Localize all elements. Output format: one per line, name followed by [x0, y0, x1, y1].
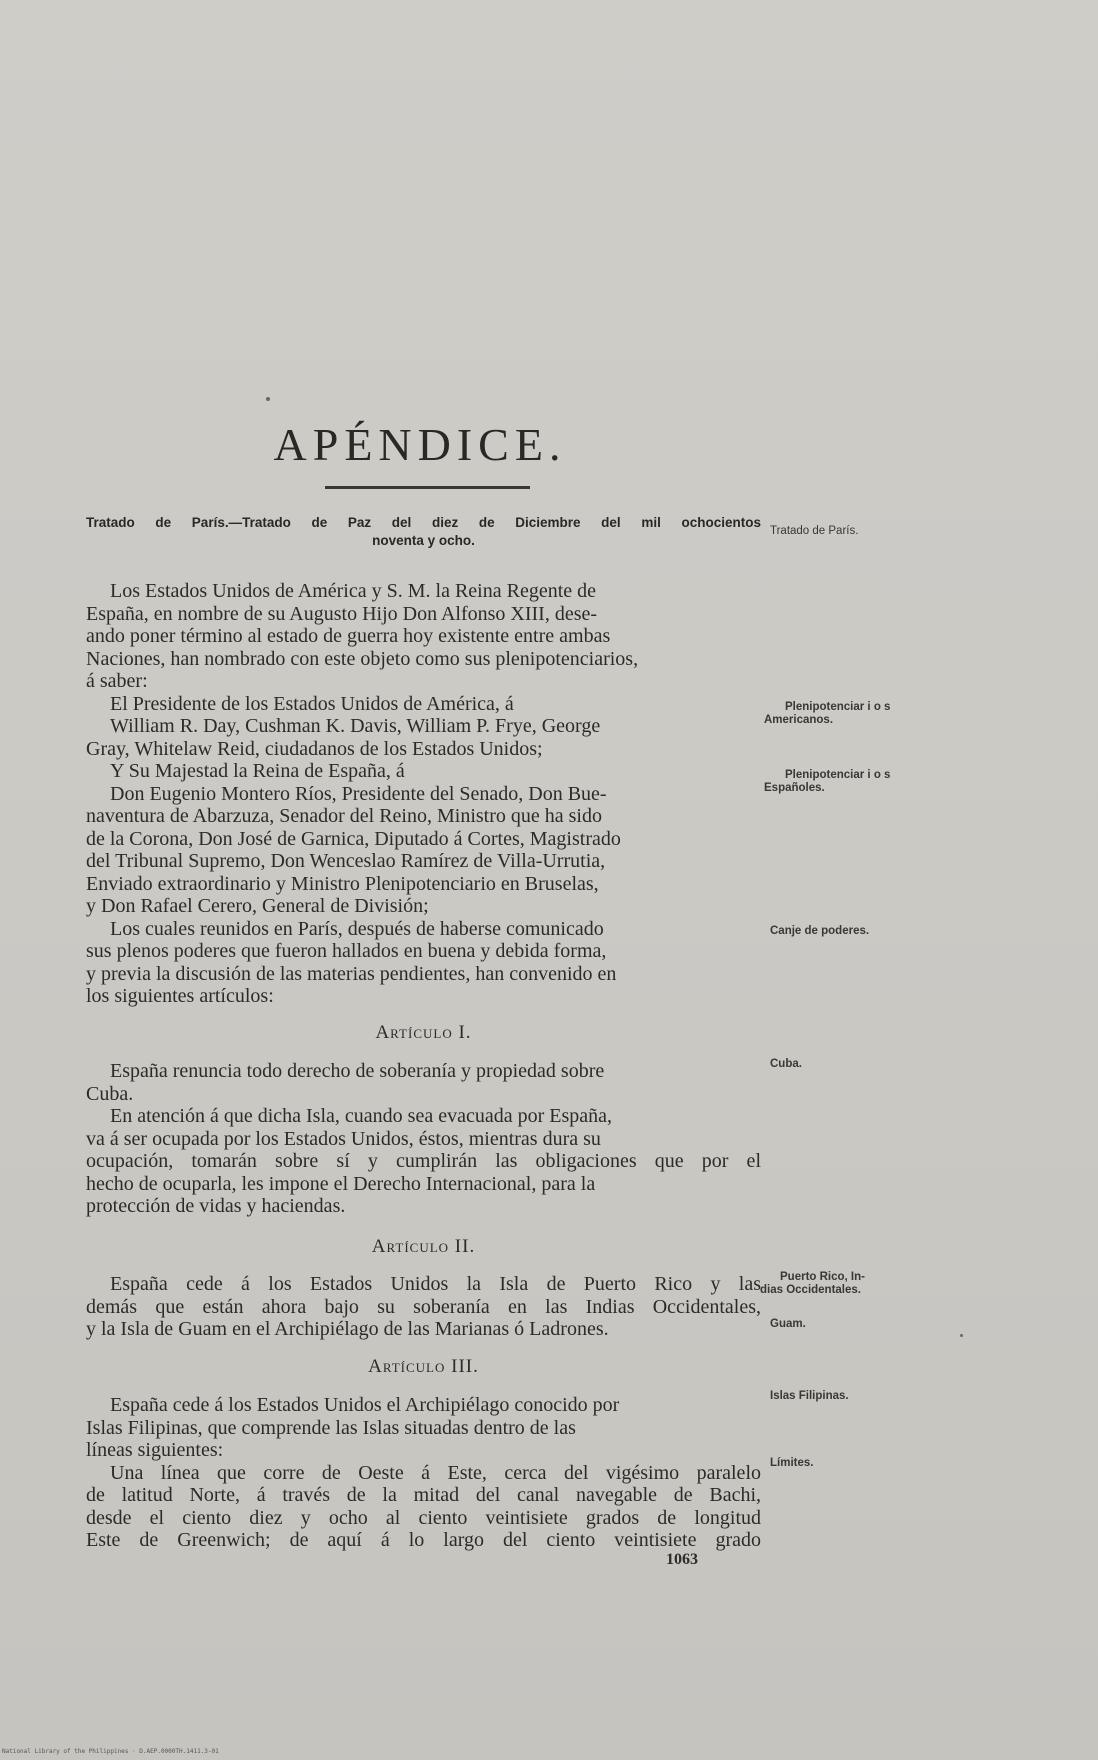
- margin-note-cuba: Cuba.: [770, 1058, 802, 1070]
- text-line: Los Estados Unidos de América y S. M. la Reina Regente de: [110, 580, 597, 602]
- text-line: protección de vidas y haciendas.: [86, 1195, 346, 1217]
- margin-note-puerto-rico: [760, 1271, 935, 1297]
- text-line: los siguientes artículos:: [86, 985, 274, 1007]
- margin-note-tratado: Tratado de París.: [770, 525, 859, 537]
- text-line: y Don Rafael Cerero, General de División;: [86, 895, 429, 917]
- heading-line-1: Tratado de París.—Tratado de Paz del diez de Diciembre del mil ochocientos: [86, 515, 761, 530]
- ink-speck: [960, 1334, 963, 1337]
- title-divider: [325, 486, 530, 489]
- text-line: demás que están ahora bajo su soberanía en las Indias Occidentales,: [86, 1295, 761, 1318]
- text-line: España renuncia todo derecho de soberanía y propiedad sobre: [110, 1060, 605, 1082]
- margin-note-line: dias Occidentales.: [760, 1284, 861, 1296]
- text-line: Y Su Majestad la Reina de España, á: [110, 760, 405, 782]
- text-line: Gray, Whitelaw Reid, ciudadanos de los Estados Unidos;: [86, 737, 543, 760]
- text-line: Don Eugenio Montero Ríos, Presidente del Senado, Don Bue-: [110, 782, 607, 805]
- text-line: á saber:: [86, 670, 148, 692]
- text-line: y previa la discusión de las materias pendientes, han convenido en: [86, 962, 617, 985]
- article-1-text: [86, 1060, 761, 1218]
- text-line: Los cuales reunidos en París, después de haberse comunicado: [110, 917, 604, 940]
- text-line: El Presidente de los Estados Unidos de América, á: [110, 692, 514, 715]
- article-3-text: [86, 1394, 761, 1552]
- text-line: Enviado extraordinario y Ministro Plenipotenciario en Bruselas,: [86, 872, 599, 895]
- text-line: del Tribunal Supremo, Don Wenceslao Ramírez de Villa-Urrutia,: [86, 850, 606, 872]
- heading-line-2: noventa y ocho.: [372, 533, 475, 548]
- margin-note-line: Españoles.: [764, 782, 825, 794]
- text-line: España, en nombre de su Augusto Hijo Don Alfonso XIII, dese-: [86, 602, 598, 625]
- ink-speck: [266, 397, 270, 401]
- intro-text: [86, 580, 761, 1008]
- margin-note-limites: Límites.: [770, 1457, 814, 1469]
- text-line: Naciones, han nombrado con este objeto como sus plenipotenciarios,: [86, 647, 639, 670]
- text-line: William R. Day, Cushman K. Davis, William P. Frye, George: [110, 715, 601, 737]
- text-line: desde el ciento diez y ocho al ciento veintisiete grados de longitud: [86, 1506, 761, 1529]
- text-line: y la Isla de Guam en el Archipiélago de las Marianas ó Ladrones.: [86, 1318, 609, 1340]
- margin-note-guam: Guam.: [770, 1318, 806, 1330]
- margin-note-plenipotenciarios-espanoles: [764, 769, 935, 795]
- article-1-title: Artículo I.: [375, 1022, 472, 1043]
- margin-note-filipinas: Islas Filipinas.: [770, 1390, 849, 1402]
- text-line: En atención á que dicha Isla, cuando sea evacuada por España,: [110, 1105, 612, 1127]
- text-line: sus plenos poderes que fueron hallados en buena y debida forma,: [86, 940, 607, 962]
- scan-credit: National Library of the Philippines · D.AEP.0000TH.1411.3-01: [2, 1748, 219, 1755]
- text-line: España cede á los Estados Unidos la Isla de Puerto Rico y las: [110, 1273, 761, 1295]
- text-line: Cuba.: [86, 1082, 134, 1105]
- text-line: va á ser ocupada por los Estados Unidos, éstos, mientras dura su: [86, 1127, 601, 1150]
- margin-note-line: Puerto Rico, In-: [780, 1271, 865, 1283]
- text-line: de la Corona, Don José de Garnica, Diputado á Cortes, Magistrado: [86, 827, 621, 850]
- margin-note-line: Plenipotenciar i o s: [785, 701, 891, 713]
- margin-note-line: Americanos.: [764, 714, 834, 726]
- text-line: de latitud Norte, á través de la mitad del canal navegable de Bachi,: [86, 1484, 761, 1506]
- article-2-text: [86, 1273, 761, 1341]
- article-2-title: Artículo II.: [371, 1236, 476, 1257]
- page-title: APÉNDICE.: [273, 419, 567, 470]
- margin-note-plenipotenciarios-americanos: [764, 701, 935, 727]
- text-line: Este de Greenwich; de aquí á lo largo del ciento veintisiete grado: [86, 1529, 761, 1551]
- text-line: Islas Filipinas, que comprende las Islas situadas dentro de las: [86, 1416, 576, 1439]
- text-line: ocupación, tomarán sobre sí y cumplirán las obligaciones que por el: [86, 1150, 761, 1172]
- margin-note-line: Plenipotenciar i o s: [785, 769, 891, 781]
- text-line: ando poner término al estado de guerra hoy existente entre ambas: [86, 625, 611, 647]
- text-line: Una línea que corre de Oeste á Este, cerca del vigésimo paralelo: [110, 1461, 761, 1484]
- article-3-title: Artículo III.: [368, 1356, 479, 1377]
- text-line: líneas siguientes:: [86, 1439, 224, 1461]
- text-line: naventura de Abarzuza, Senador del Reino, Ministro que ha sido: [86, 805, 602, 827]
- margin-note-canje: Canje de poderes.: [770, 925, 870, 937]
- page-number: 1063: [666, 1551, 698, 1568]
- text-line: España cede á los Estados Unidos el Archipiélago conocido por: [110, 1394, 620, 1416]
- treaty-heading: [86, 514, 761, 550]
- text-line: hecho de ocuparla, les impone el Derecho Internacional, para la: [86, 1172, 596, 1195]
